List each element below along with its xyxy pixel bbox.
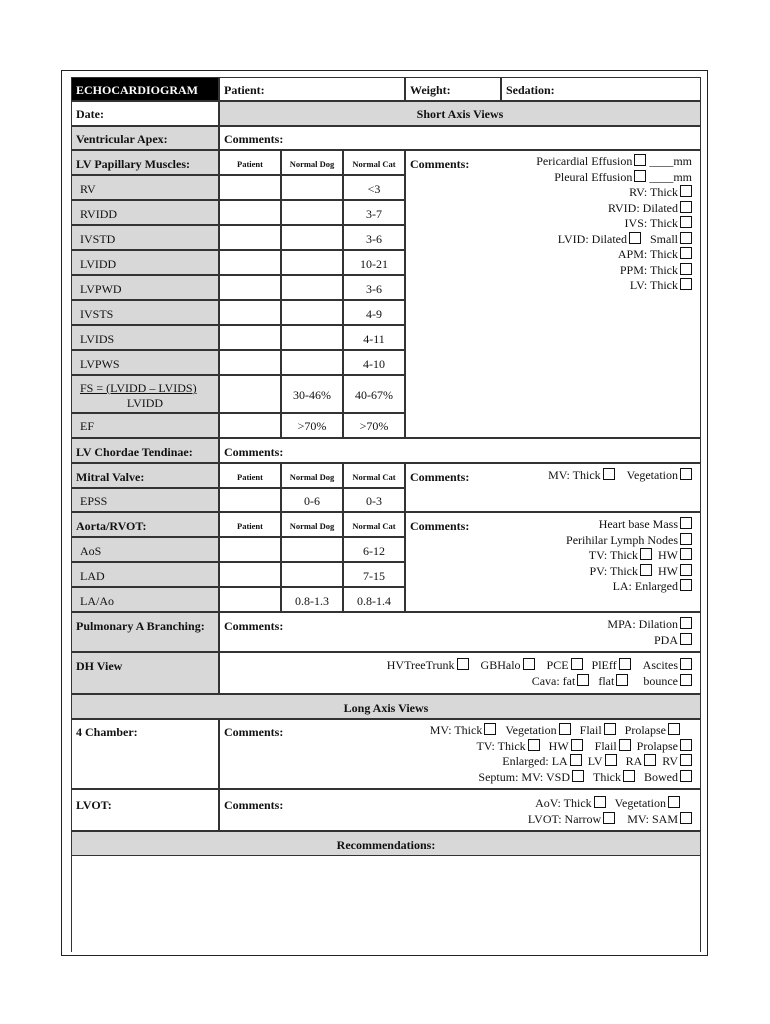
tv-thick-checkbox[interactable] [640,548,652,560]
lvot-narrow-label: LVOT: Narrow [527,811,602,826]
aov-vegetation-label: Vegetation [614,796,666,810]
aorta-row-label-cell [71,587,219,612]
papillary-row-cat-value: <3 [367,182,381,196]
gbhalo-checkbox[interactable] [523,658,535,670]
aorta-label-cell [71,512,219,537]
papillary-row-label-cell [71,250,219,275]
pleff-label: PlEff [591,658,617,672]
col-dog-header [281,150,343,175]
aorta-row-dog-value-cell [281,562,343,587]
fs-dog-value: 30-46% [293,388,331,402]
four-chamber-line-3 [502,754,692,770]
dh-label-cell [71,652,219,694]
four-chamber-line-1 [430,723,692,739]
chordae-label-cell [71,438,219,463]
col-patient-label: Patient [237,159,263,169]
dh-line-1 [387,658,692,674]
pleff-checkbox[interactable] [619,658,631,670]
mpa-line [607,617,692,633]
gbhalo-label: GBHalo [480,658,521,672]
date-field[interactable] [71,101,219,126]
ppm-thick-label: PPM: Thick [619,262,678,277]
pv-line [589,564,692,580]
mitral-col-patient-label: Patient [237,472,263,482]
fc-lv-label: LV [587,754,603,768]
papillary-row-label: RV [80,182,96,196]
ef-label-cell [71,413,219,438]
papillary-row-dog-value-cell [281,250,343,275]
fc-tv-thick-checkbox[interactable] [528,739,540,751]
four-chamber-line-2 [476,739,692,755]
dh-label: DH View [76,659,123,673]
tv-hw-checkbox[interactable] [680,548,692,560]
lvot-line-1 [535,796,692,812]
fs-cat-cell [343,375,405,413]
four-chamber-comments[interactable] [219,719,701,789]
papillary-row-label-cell [71,175,219,200]
pericardial-effusion-line: Pericardial Effusion ____mm [536,154,692,168]
epss-dog-cell [281,488,343,512]
short-axis-label: Short Axis Views [416,107,504,121]
perihilar-line [566,533,692,549]
fc-flail-checkbox[interactable] [604,723,616,735]
papillary-row-patient-cell-cell[interactable] [219,250,281,275]
mitral-comments[interactable] [405,463,701,512]
aorta-row-label: LAD [80,569,105,583]
chordae-label: LV Chordae Tendinae: [76,445,193,459]
papillary-row-cat-value: 3-6 [366,232,382,246]
aorta-row-cat-value: 7-15 [363,569,385,583]
col-cat-label: Normal Cat [352,159,396,169]
pleural-mm-label: mm [673,169,692,184]
recommendations-area[interactable] [71,856,701,952]
pulmonary-comments[interactable] [219,612,701,652]
aorta-col-dog-label: Normal Dog [289,521,335,531]
aorta-comments[interactable] [405,512,701,612]
lv-thick-checkbox[interactable] [680,278,692,290]
papillary-row-label-cell [71,350,219,375]
ef-dog-cell [281,413,343,438]
epss-cat-cell [343,488,405,512]
fc-septum-thick-label: Thick [593,769,621,784]
papillary-row-label: LVIDD [80,257,117,271]
mpa-dilation-checkbox[interactable] [680,617,692,629]
patient-label: Patient: [224,83,265,97]
weight-field[interactable] [405,77,501,101]
papillary-row-patient-cell-cell[interactable] [219,175,281,200]
mitral-col-dog [281,463,343,488]
tv-thick-label: TV: Thick [588,548,638,562]
papillary-row-cat-value: 3-6 [366,282,382,296]
papillary-row-cat-value-cell [343,225,405,250]
four-chamber-label: 4 Chamber: [76,725,138,739]
ivs-thick-label: IVS: Thick [624,216,678,230]
rv-thick-label: RV: Thick [629,185,678,199]
papillary-row-dog-value-cell [281,175,343,200]
papillary-row-cat-value-cell [343,300,405,325]
papillary-row-cat-value: 10-21 [360,257,388,271]
aorta-col-cat-label: Normal Cat [352,521,396,531]
mitral-label-cell [71,463,219,488]
lvid-line [558,232,692,248]
aorta-row-dog-value-cell [281,537,343,562]
papillary-row-cat-value-cell [343,325,405,350]
papillary-label: LV Papillary Muscles: [76,157,191,171]
heart-base-mass-line [599,517,692,533]
papillary-row-patient-cell-cell[interactable] [219,225,281,250]
weight-label: Weight: [410,83,451,97]
lvot-comments-label: Comments: [224,798,284,812]
sedation-field[interactable] [501,77,701,101]
fs-dog-cell [281,375,343,413]
papillary-row-cat-value-cell [343,175,405,200]
bounce-checkbox[interactable] [680,674,692,686]
aorta-row-patient-cell-cell[interactable] [219,562,281,587]
cava-fat-checkbox[interactable] [577,674,589,686]
rv-thick-line [629,185,692,201]
papillary-row-cat-value-cell [343,250,405,275]
pce-checkbox[interactable] [571,658,583,670]
pleural-effusion-checkbox[interactable] [634,170,646,182]
aov-vegetation-checkbox[interactable] [668,796,680,808]
papillary-row-label: LVIDS [80,332,115,346]
rvid-dilated-label: RVID: Dilated [607,200,678,215]
papillary-row-dog-value-cell [281,325,343,350]
epss-label-cell [71,488,219,512]
heart-base-mass-checkbox[interactable] [680,517,692,529]
papillary-row-label-cell [71,325,219,350]
fc-tv-thick-label: TV: Thick [476,738,526,753]
pv-hw-label: HW [658,563,678,578]
col-dog-label: Normal Dog [289,159,335,169]
fc-septum-thick-checkbox[interactable] [623,770,635,782]
mitral-checks-line [548,468,692,484]
bounce-label: bounce [643,673,678,688]
papillary-label-cell [71,150,219,175]
papillary-row-cat-value: 4-11 [363,332,385,346]
long-axis-label: Long Axis Views [343,701,429,715]
dh-options[interactable] [219,652,701,694]
pce-label: PCE [546,658,569,672]
dh-line-2 [532,674,692,690]
cava-fat-label: Cava: fat [531,673,576,688]
aov-thick-checkbox[interactable] [594,796,606,808]
pv-thick-label: PV: Thick [589,563,638,578]
lvot-label: LVOT: [76,798,112,812]
mitral-col-dog-label: Normal Dog [289,472,335,482]
la-enlarged-line [613,579,692,595]
hvtreetrunk-label: HVTreeTrunk [386,658,455,672]
tv-line [589,548,692,564]
fc-vegetation-checkbox[interactable] [559,723,571,735]
aorta-row-cat-value-cell [343,537,405,562]
fc-flail-label: Flail [579,723,602,737]
echocardiogram-form [61,70,708,956]
fc-tv-prolapse-checkbox[interactable] [680,739,692,751]
papillary-row-dog-value-cell [281,225,343,250]
ascites-label: Ascites [642,658,678,672]
apm-thick-label: APM: Thick [617,247,678,261]
fc-hw-label: HW [548,738,569,753]
papillary-row-patient-cell-cell[interactable] [219,200,281,225]
pericardial-effusion-checkbox[interactable] [634,154,646,166]
fc-bowed-label: Bowed [644,769,678,784]
perihilar-checkbox[interactable] [680,533,692,545]
date-label: Date: [76,107,104,121]
lvot-comments[interactable] [219,789,701,831]
mitral-col-cat-label: Normal Cat [352,472,396,482]
fs-cat-value: 40-67% [355,388,393,402]
aorta-col-patient-label: Patient [237,521,263,531]
lvid-dilated-label: LVID: Dilated [557,231,627,246]
mitral-col-patient [219,463,281,488]
aorta-label: Aorta/RVOT: [76,519,147,533]
papillary-row-cat-value: 4-9 [366,307,382,321]
lvot-label-cell [71,789,219,831]
pulmonary-comments-label: Comments: [224,619,284,633]
rv-thick-checkbox[interactable] [680,185,692,197]
ventricular-apex-label-cell [71,126,219,150]
papillary-row-dog-value-cell [281,200,343,225]
papillary-comments[interactable] [405,150,701,438]
fc-la-checkbox[interactable] [570,754,582,766]
fc-lv-checkbox[interactable] [605,754,617,766]
aorta-row-patient-cell-cell[interactable] [219,587,281,612]
papillary-row-cat-value: 3-7 [366,207,382,221]
fc-ra-checkbox[interactable] [644,754,656,766]
aorta-col-patient [219,512,281,537]
ivs-thick-checkbox[interactable] [680,216,692,228]
four-chamber-line-4 [478,770,692,786]
fs-label [80,381,197,395]
long-axis-header [71,694,701,719]
mv-vegetation-label: Vegetation [626,468,678,482]
pda-label: PDA [653,632,678,647]
fc-mv-thick-checkbox[interactable] [484,723,496,735]
fc-vegetation-label: Vegetation [505,723,557,737]
sedation-label: Sedation: [506,83,555,97]
ef-cat-cell [343,413,405,438]
ventricular-apex-label: Ventricular Apex: [76,132,168,146]
papillary-row-patient-cell-cell[interactable] [219,325,281,350]
ventricular-apex-comments[interactable] [219,126,701,150]
aorta-row-dog-value: 0.8-1.3 [295,594,329,608]
aorta-row-label: LA/Ao [80,594,114,608]
lvid-dilated-checkbox[interactable] [629,232,641,244]
pleural-effusion-line: Pleural Effusion ____mm [554,169,692,184]
rvid-dilated-checkbox[interactable] [680,201,692,213]
la-enlarged-checkbox[interactable] [680,579,692,591]
papillary-row-cat-value-cell [343,350,405,375]
fs-formula: FS = (LVIDD – LVIDS) [80,381,197,395]
papillary-row-dog-value-cell [281,350,343,375]
apm-thick-checkbox[interactable] [680,247,692,259]
lvot-narrow-checkbox[interactable] [603,812,615,824]
ef-label: EF [80,419,95,433]
perihilar-label: Perihilar Lymph Nodes [566,532,678,547]
fc-ra-label: RA [625,754,643,768]
lvot-line-2 [528,812,692,828]
pulmonary-label-cell [71,612,219,652]
aorta-row-label-cell [71,537,219,562]
pericardial-mm-label: mm [673,154,692,168]
aorta-comments-label: Comments: [410,519,470,533]
papillary-row-label: RVIDD [80,207,118,221]
chordae-comments[interactable] [219,438,701,463]
fs-label-cell [71,375,219,413]
lv-thick-line [630,278,692,294]
ppm-thick-line [620,263,692,279]
mpa-dilation-label: MPA: Dilation [607,617,678,631]
mv-thick-checkbox[interactable] [603,468,615,480]
fs-denominator: LVIDD [126,396,164,410]
fc-prolapse-label: Prolapse [624,723,666,737]
papillary-row-cat-value: 4-10 [363,357,385,371]
papillary-row-label: LVPWS [80,357,120,371]
papillary-row-label: IVSTS [80,307,114,321]
mv-sam-checkbox[interactable] [680,812,692,824]
fc-enlarged-la-label: Enlarged: LA [502,754,568,768]
fc-tv-prolapse-label: Prolapse [636,738,678,753]
tv-hw-label: HW [658,548,678,562]
papillary-row-patient-cell-cell[interactable] [219,275,281,300]
pericardial-effusion-label: Pericardial Effusion [536,154,633,168]
papillary-row-cat-value-cell [343,275,405,300]
fc-hw-checkbox[interactable] [571,739,583,751]
col-cat-header [343,150,405,175]
pv-hw-checkbox[interactable] [680,564,692,576]
lvid-small-checkbox[interactable] [680,232,692,244]
fc-vsd-checkbox[interactable] [572,770,584,782]
epss-label: EPSS [80,494,108,508]
pv-thick-checkbox[interactable] [640,564,652,576]
chordae-comments-label: Comments: [224,445,284,459]
epss-patient-cell[interactable] [219,488,281,512]
form-title: ECHOCARDIOGRAM [76,83,198,97]
fs-patient-cell[interactable] [219,375,281,413]
recommendations-label: Recommendations: [336,838,436,852]
fc-bowed-checkbox[interactable] [680,770,692,782]
lv-thick-label: LV: Thick [629,278,678,292]
epss-cat-value: 0-3 [366,494,382,508]
aorta-row-patient-cell-cell[interactable] [219,537,281,562]
short-axis-header [219,101,701,126]
papillary-row-dog-value-cell [281,300,343,325]
papillary-row-label: LVPWD [80,282,122,296]
mv-thick-label: MV: Thick [548,468,601,482]
papillary-row-label-cell [71,300,219,325]
ef-dog-value: >70% [297,419,327,433]
flat-label: flat [598,673,615,688]
four-chamber-label-cell [71,719,219,789]
papillary-row-label-cell [71,275,219,300]
recommendations-header [71,831,701,856]
ef-patient-cell[interactable] [219,413,281,438]
la-enlarged-label: LA: Enlarged [612,579,678,593]
papillary-row-cat-value-cell [343,200,405,225]
fc-septum-vsd-label: Septum: MV: VSD [478,769,570,784]
aorta-row-cat-value: 0.8-1.4 [357,594,391,608]
comments-label: Comments: [224,132,284,146]
rvid-dilated-line [608,201,692,217]
aorta-row-label: AoS [80,544,102,558]
fc-mv-thick-label: MV: Thick [429,723,483,737]
aorta-row-cat-value-cell [343,587,405,612]
fc-rv-label: RV [662,754,678,768]
form-title-cell [71,77,219,101]
papillary-row-label-cell [71,225,219,250]
aorta-col-cat [343,512,405,537]
mitral-col-cat [343,463,405,488]
aorta-row-label-cell [71,562,219,587]
pulmonary-label: Pulmonary A Branching: [76,619,205,633]
ivs-thick-line [625,216,692,232]
fc-rv-checkbox[interactable] [680,754,692,766]
four-chamber-comments-label: Comments: [224,725,284,739]
pda-checkbox[interactable] [680,633,692,645]
papillary-row-label: IVSTD [80,232,116,246]
lvid-small-label: Small [649,231,678,246]
papillary-row-patient-cell-cell[interactable] [219,300,281,325]
col-patient-header [219,150,281,175]
papillary-row-dog-value-cell [281,275,343,300]
ascites-checkbox[interactable] [680,658,692,670]
heart-base-mass-label: Heart base Mass [598,517,678,531]
aorta-col-dog [281,512,343,537]
mitral-label: Mitral Valve: [76,470,145,484]
aorta-row-cat-value-cell [343,562,405,587]
flat-checkbox[interactable] [616,674,628,686]
patient-field[interactable] [219,77,405,101]
papillary-comments-label: Comments: [410,157,470,171]
mitral-comments-label: Comments: [410,470,470,484]
aorta-row-dog-value-cell [281,587,343,612]
hvtreetrunk-checkbox[interactable] [457,658,469,670]
fc-prolapse-checkbox[interactable] [668,723,680,735]
apm-thick-line [618,247,692,263]
papillary-row-patient-cell-cell[interactable] [219,350,281,375]
fc-tv-flail-checkbox[interactable] [619,739,631,751]
pda-line [654,633,692,649]
ef-cat-value: >70% [359,419,389,433]
aorta-row-cat-value: 6-12 [363,544,385,558]
fc-tv-flail-label: Flail [594,738,617,753]
epss-dog-value: 0-6 [304,494,320,508]
aov-thick-label: AoV: Thick [535,796,592,810]
papillary-row-label-cell [71,200,219,225]
mv-vegetation-checkbox[interactable] [680,468,692,480]
mv-sam-label: MV: SAM [627,811,678,826]
pleural-effusion-label: Pleural Effusion [554,169,633,184]
ppm-thick-checkbox[interactable] [680,263,692,275]
